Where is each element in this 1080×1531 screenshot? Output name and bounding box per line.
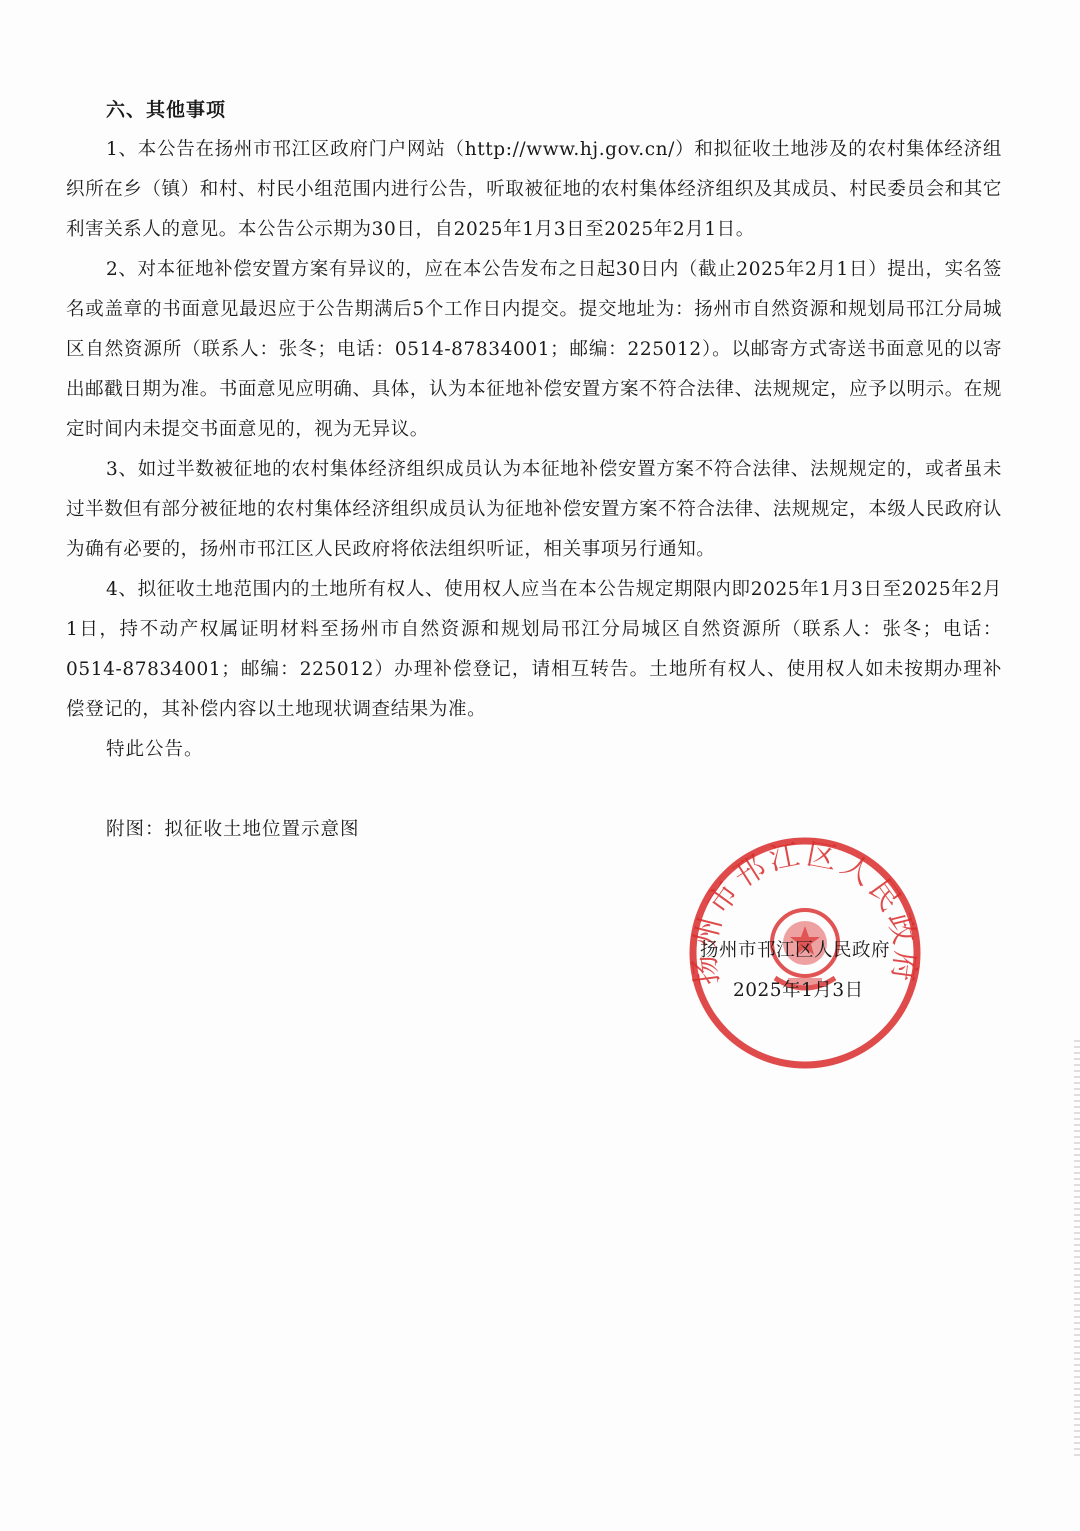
paragraph-4: 4、拟征收土地范围内的土地所有权人、使用权人应当在本公告规定期限内即2025年1月3日至2025年2月1日，持不动产权属证明材料至扬州市自然资源和规划局邗江分局城区自然资源所（联系人：张冬；电话：0514-87834001；邮编：225012）办理补偿登记，请相互转告。土地所有权人、使用权人如未按期办理补偿登记的，其补偿内容以土地现状调查结果为准。 (66, 579, 1002, 720)
section-heading: 六、其他事项 (106, 99, 227, 121)
paragraph-1: 1、本公告在扬州市邗江区政府门户网站（http://www.hj.gov.cn/）和拟征收土地涉及的农村集体经济组织所在乡（镇）和村、村民小组范围内进行公告，听取被征地的农村集体经济组织及其成员、村民委员会和其它利害关系人的意见。本公告公示期为30日，自2025年1月3日至2025年2月1日。 (66, 139, 1002, 240)
signing-organization: 扬州市邗江区人民政府 (700, 940, 891, 961)
signing-date: 2025年1月3日 (733, 980, 864, 1001)
closing-line: 特此公告。 (106, 739, 204, 760)
document-body (66, 90, 1002, 850)
attachment-note: 附图：拟征收土地位置示意图 (106, 819, 360, 840)
paragraph-3: 3、如过半数被征地的农村集体经济组织成员认为本征地补偿安置方案不符合法律、法规规定的，或者虽未过半数但有部分被征地的农村集体经济组织成员认为征地补偿安置方案不符合法律、法规规定，本级人民政府认为确有必要的，扬州市邗江区人民政府将依法组织听证，相关事项另行通知。 (66, 459, 1002, 560)
seal-text: 扬州市邗江区人民政府 (686, 836, 924, 988)
scan-edge-marks (1074, 1040, 1080, 1460)
paragraph-2: 2、对本征地补偿安置方案有异议的，应在本公告发布之日起30日内（截止2025年2月1日）提出，实名签名或盖章的书面意见最迟应于公告期满后5个工作日内提交。提交地址为：扬州市自然资源和规划局邗江分局城区自然资源所（联系人：张冬；电话：0514-87834001；邮编：225012）。以邮寄方式寄送书面意见的以寄出邮戳日期为准。书面意见应明确、具体，认为本征地补偿安置方案不符合法律、法规规定，应予以明示。在规定时间内未提交书面意见的，视为无异议。 (66, 259, 1002, 440)
